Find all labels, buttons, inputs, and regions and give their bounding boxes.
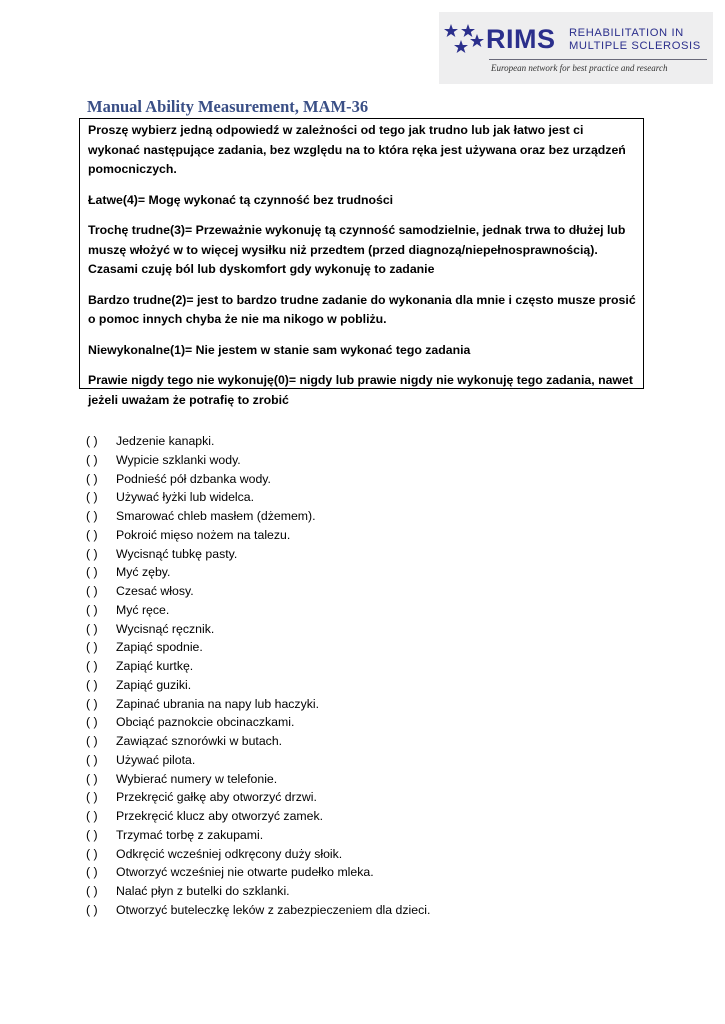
task-label: Zawiązać sznorówki w butach.	[116, 734, 283, 748]
answer-checkbox[interactable]: ( )	[86, 621, 98, 636]
answer-checkbox[interactable]: ( )	[86, 884, 98, 898]
answer-checkbox[interactable]: ( )	[86, 809, 98, 823]
page-title: Manual Ability Measurement, MAM-36	[87, 97, 369, 116]
task-label: Zapiąć kurtkę.	[116, 659, 194, 673]
list-item	[86, 732, 586, 751]
answer-checkbox[interactable]: ( )	[86, 696, 98, 711]
scale-never-do: Prawie nigdy tego nie wykonuję(0)= nigdy lub prawie nigdy nie wykonuję tego zadania, nawet jeżeli uważam że potrafię to zrobić	[88, 373, 633, 407]
list-item	[86, 788, 586, 807]
task-list	[86, 432, 586, 920]
list-item	[86, 882, 586, 901]
answer-checkbox[interactable]: ( )	[86, 640, 98, 655]
task-label: Myć ręce.	[116, 602, 170, 617]
list-item	[86, 751, 586, 770]
answer-checkbox[interactable]: ( )	[86, 827, 98, 842]
task-label: Smarować chleb masłem (dżemem).	[116, 509, 316, 523]
logo-divider	[489, 59, 707, 60]
logo-wordmark: RIMS	[486, 24, 556, 54]
answer-checkbox[interactable]: ( )	[86, 677, 98, 692]
list-item	[86, 488, 586, 507]
task-label: Przekręcić klucz aby otworzyć zamek.	[116, 809, 324, 823]
scale-very-difficult: Bardzo trudne(2)= jest to bardzo trudne zadanie do wykonania dla mnie i często musze prosić o pomoc innych chyba że nie ma nikogo w pobliżu.	[88, 292, 636, 326]
list-item	[86, 582, 586, 601]
scale-somewhat-difficult: Trochę trudne(3)= Przeważnie wykonuję tą czynność samodzielnie, jednak trwa to dłużej lub muszę włożyć w to więcej wysiłku niż przedtem (przed diagnozą/niepełnosprawnością). Czasami czuję ból lub dyskomfort gdy wykonuję to zadanie	[88, 223, 626, 276]
answer-checkbox[interactable]: ( )	[86, 546, 98, 561]
answer-checkbox[interactable]: ( )	[86, 715, 98, 730]
answer-checkbox[interactable]: ( )	[86, 865, 98, 880]
task-label: Zapiąć guziki.	[116, 677, 192, 692]
task-label: Przekręcić gałkę aby otworzyć drzwi.	[116, 790, 317, 805]
task-label: Zapiąć spodnie.	[116, 640, 203, 655]
list-item	[86, 507, 586, 526]
answer-checkbox[interactable]: ( )	[86, 527, 98, 542]
task-label: Używać pilota.	[116, 752, 196, 767]
task-label: Otworzyć wcześniej nie otwarte pudełko mleka.	[116, 865, 374, 880]
list-item	[86, 620, 586, 639]
answer-checkbox[interactable]: ( )	[86, 509, 98, 523]
list-item	[86, 713, 586, 732]
list-item	[86, 545, 586, 564]
answer-checkbox[interactable]: ( )	[86, 452, 98, 467]
task-label: Myć zęby.	[116, 565, 171, 580]
task-label: Wypicie szklanki wody.	[116, 452, 241, 467]
answer-checkbox[interactable]: ( )	[86, 584, 98, 598]
task-label: Wycisnąć ręcznik.	[116, 621, 215, 636]
answer-checkbox[interactable]: ( )	[86, 602, 98, 617]
list-item	[86, 826, 586, 845]
list-item	[86, 676, 586, 695]
task-label: Podnieść pół dzbanka wody.	[116, 471, 271, 486]
list-item	[86, 470, 586, 489]
list-item	[86, 770, 586, 789]
list-item	[86, 451, 586, 470]
logo-subtitle-line2: MULTIPLE SCLEROSIS	[569, 40, 701, 52]
task-label: Nalać płyn z butelki do szklanki.	[116, 884, 290, 898]
rims-logo	[439, 12, 713, 84]
task-label: Wybierać numery w telefonie.	[116, 771, 278, 786]
answer-checkbox[interactable]: ( )	[86, 771, 98, 786]
answer-checkbox[interactable]: ( )	[86, 790, 98, 805]
answer-checkbox[interactable]: ( )	[86, 902, 98, 917]
answer-checkbox[interactable]: ( )	[86, 471, 98, 486]
task-label: Trzymać torbę z zakupami.	[116, 827, 264, 842]
task-label: Wycisnąć tubkę pasty.	[116, 546, 238, 561]
list-item	[86, 432, 586, 451]
instructions-intro: Proszę wybierz jedną odpowiedź w zależności od tego jak trudno lub jak łatwo jest ci wykonać następujące zadania, bez względu na to która ręka jest używana oraz bez urządzeń pomocniczych.	[88, 123, 626, 176]
task-label: Używać łyżki lub widelca.	[116, 490, 255, 505]
scale-easy: Łatwe(4)= Mogę wykonać tą czynność bez trudności	[88, 192, 394, 207]
list-item	[86, 807, 586, 826]
logo-subtitle-line1: REHABILITATION IN	[569, 27, 684, 39]
task-label: Zapinać ubrania na napy lub haczyki.	[116, 696, 320, 711]
logo-tagline: European network for best practice and research	[491, 63, 668, 73]
answer-checkbox[interactable]: ( )	[86, 752, 98, 767]
task-label: Czesać włosy.	[116, 584, 194, 598]
instructions-box	[79, 118, 644, 407]
list-item	[86, 695, 586, 714]
list-item	[86, 526, 586, 545]
answer-checkbox[interactable]: ( )	[86, 734, 98, 748]
answer-checkbox[interactable]: ( )	[86, 434, 98, 448]
task-label: Otworzyć buteleczkę leków z zabezpieczeniem dla dzieci.	[116, 902, 431, 917]
answer-checkbox[interactable]: ( )	[86, 659, 98, 673]
list-item	[86, 638, 586, 657]
task-label: Obciąć paznokcie obcinaczkami.	[116, 715, 295, 730]
task-label: Odkręcić wcześniej odkręcony duży słoik.	[116, 846, 343, 861]
list-item	[86, 901, 586, 920]
scale-impossible: Niewykonalne(1)= Nie jestem w stanie sam wykonać tego zadania	[88, 342, 471, 357]
list-item	[86, 563, 586, 582]
list-item	[86, 657, 586, 676]
task-label: Jedzenie kanapki.	[116, 434, 215, 448]
list-item	[86, 845, 586, 864]
answer-checkbox[interactable]: ( )	[86, 490, 98, 505]
list-item	[86, 601, 586, 620]
answer-checkbox[interactable]: ( )	[86, 565, 98, 580]
list-item	[86, 863, 586, 882]
task-label: Pokroić mięso nożem na talezu.	[116, 527, 291, 542]
answer-checkbox[interactable]: ( )	[86, 846, 98, 861]
